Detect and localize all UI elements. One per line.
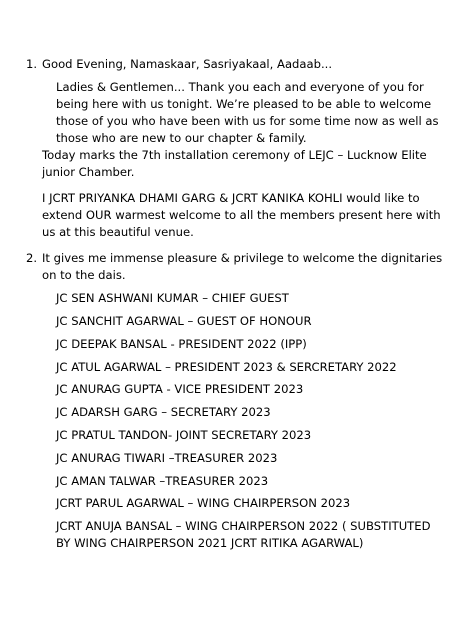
item-1-number: 1. bbox=[26, 57, 38, 71]
dignitary-line: JC ADARSH GARG – SECRETARY 2023 bbox=[56, 405, 271, 419]
dignitary-line: JC SEN ASHWANI KUMAR – CHIEF GUEST bbox=[56, 291, 289, 305]
item-1-greeting: Good Evening, Namaskaar, Sasriyakaal, Aadaab... bbox=[42, 57, 333, 71]
dignitary-line: JC SANCHIT AGARWAL – GUEST OF HONOUR bbox=[56, 314, 312, 328]
dignitary-line: JC ANURAG GUPTA - VICE PRESIDENT 2023 bbox=[56, 382, 304, 396]
dignitary-line: JC DEEPAK BANSAL - PRESIDENT 2022 (IPP) bbox=[56, 337, 307, 351]
welcome-paragraph: Ladies & Gentlemen... Thank you each and everyone of you for being here with us tonight. We’re pleased to be able to welcome those of you who have been with us for some time now as well as those who are new to our chapter & family. bbox=[56, 80, 439, 145]
ceremony-paragraph: Today marks the 7th installation ceremony of LEJC – Lucknow Elite junior Chamber. bbox=[42, 148, 427, 179]
dignitary-line: JC AMAN TALWAR –TREASURER 2023 bbox=[56, 474, 269, 488]
item-2-intro: It gives me immense pleasure & privilege to welcome the dignitaries on to the dais. bbox=[42, 251, 443, 282]
dignitary-line: JCRT ANUJA BANSAL – WING CHAIRPERSON 2022 ( SUBSTITUTED BY WING CHAIRPERSON 2021 JCRT RITIKA AGARWAL) bbox=[56, 519, 431, 550]
item-2-number: 2. bbox=[26, 251, 38, 265]
hosts-paragraph: I JCRT PRIYANKA DHAMI GARG & JCRT KANIKA KOHLI would like to extend OUR warmest welcome to all the members present here with us at this beautiful venue. bbox=[42, 191, 441, 239]
dignitary-line: JCRT PARUL AGARWAL – WING CHAIRPERSON 2023 bbox=[56, 496, 351, 510]
dignitary-line: JC ATUL AGARWAL – PRESIDENT 2023 & SERCRETARY 2022 bbox=[56, 360, 397, 374]
dignitary-line: JC ANURAG TIWARI –TREASURER 2023 bbox=[56, 451, 278, 465]
dignitary-line: JC PRATUL TANDON- JOINT SECRETARY 2023 bbox=[56, 428, 312, 442]
